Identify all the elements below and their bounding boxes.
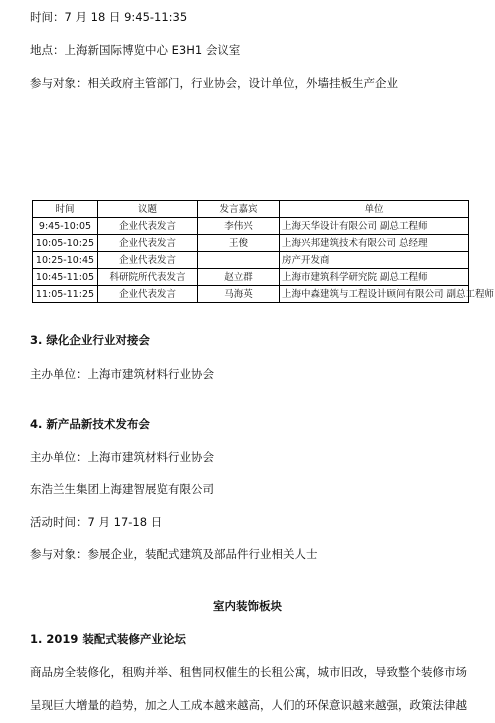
cell-time: 10:45-11:05 <box>33 269 98 286</box>
cell-time: 11:05-11:25 <box>33 286 98 303</box>
cell-speaker: 马海英 <box>198 286 280 303</box>
table-row <box>33 252 469 269</box>
cell-topic: 企业代表发言 <box>98 218 198 235</box>
cell-time: 9:45-10:05 <box>33 218 98 235</box>
table-header-row <box>33 201 469 218</box>
header-time: 时间 <box>33 201 98 218</box>
cell-unit: 房产开发商 <box>280 252 469 269</box>
cell-unit: 上海天华设计有限公司 副总工程师 <box>280 218 469 235</box>
time-line: 时间：7 月 18 日 9:45-11:35 <box>30 10 188 24</box>
header-topic: 议题 <box>98 201 198 218</box>
section-4-heading: 4. 新产品新技术发布会 <box>30 417 150 431</box>
cell-topic: 企业代表发言 <box>98 252 198 269</box>
cell-unit: 上海市建筑科学研究院 副总工程师 <box>280 269 469 286</box>
header-unit: 单位 <box>280 201 469 218</box>
interior-subheading: 1. 2019 装配式装修产业论坛 <box>30 632 186 646</box>
section-4-audience: 参与对象：参展企业，装配式建筑及部品件行业相关人士 <box>30 547 318 561</box>
cell-time: 10:25-10:45 <box>33 252 98 269</box>
cell-topic: 企业代表发言 <box>98 235 198 252</box>
cell-unit: 上海兴邦建筑技术有限公司 总经理 <box>280 235 469 252</box>
table-row <box>33 286 469 303</box>
place-line: 地点：上海新国际博览中心 E3H1 会议室 <box>30 43 241 57</box>
table-row <box>33 235 469 252</box>
audience-line: 参与对象：相关政府主管部门，行业协会，设计单位，外墙挂板生产企业 <box>30 76 398 90</box>
interior-paragraph-line-2: 呈现巨大增量的趋势，加之人工成本越来越高，人们的环保意识越来越强，政策法律越 <box>30 698 467 712</box>
interior-paragraph-line-1: 商品房全装修化，租购并举、租售同权催生的长租公寓，城市旧改，导致整个装修市场 <box>30 665 467 679</box>
table-row <box>33 218 469 235</box>
header-speaker: 发言嘉宾 <box>198 201 280 218</box>
cell-speaker <box>198 252 280 269</box>
cell-speaker: 李伟兴 <box>198 218 280 235</box>
section-3-organizer: 主办单位：上海市建筑材料行业协会 <box>30 367 214 381</box>
section-4-co-organizer: 东浩兰生集团上海建智展览有限公司 <box>30 482 214 496</box>
cell-unit: 上海中森建筑与工程设计顾问有限公司 副总工程师 <box>280 286 469 303</box>
table-row <box>33 269 469 286</box>
cell-time: 10:05-10:25 <box>33 235 98 252</box>
section-3-heading: 3. 绿化企业行业对接会 <box>30 333 150 347</box>
section-4-organizer: 主办单位：上海市建筑材料行业协会 <box>30 450 214 464</box>
section-4-time: 活动时间：7 月 17-18 日 <box>30 515 163 529</box>
interior-block-title: 室内装饰板块 <box>213 599 282 613</box>
cell-speaker: 赵立群 <box>198 269 280 286</box>
cell-topic: 企业代表发言 <box>98 286 198 303</box>
schedule-table <box>32 200 495 303</box>
cell-speaker: 王俊 <box>198 235 280 252</box>
cell-topic: 科研院所代表发言 <box>98 269 198 286</box>
